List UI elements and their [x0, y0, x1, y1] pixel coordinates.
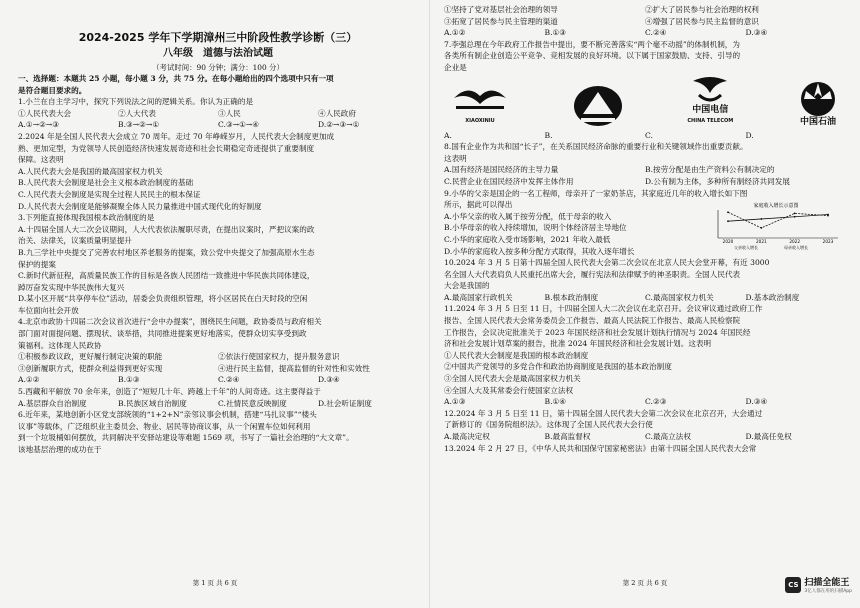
q11-choice: B.①④ [544, 397, 567, 407]
q11-choice: D.③④ [745, 397, 768, 407]
question-1 [18, 96, 418, 131]
q3-line: 车位面向社会开放 [18, 305, 79, 315]
q1-choice: A.①→②→③ [18, 120, 60, 130]
camscanner-icon: CS [785, 577, 801, 593]
q10-line: 大会是我国的 [444, 281, 490, 291]
china-telecom-logo [685, 75, 735, 128]
q4-choice: A.①② [18, 375, 40, 385]
china-telecom-text: CHINA TELECOM [687, 117, 734, 124]
question-2 [18, 131, 418, 212]
legend-entry: 母亲收入增长 [784, 244, 808, 250]
q6-item: ②扩大了居民参与社会治理的权利 [645, 5, 759, 14]
camscanner-watermark [785, 575, 852, 594]
series-point [760, 218, 762, 220]
page-number: 第 1 页 共 6 页 [192, 579, 238, 588]
q6-line: 到一个垃圾桶如何摆放，共同解决平安驿站建设等难题 1569 项，书写了一篇社会治理的“大文章”。 [18, 433, 354, 443]
q4-line: 策福利。这体现人民政协 [18, 340, 102, 350]
q4-choices [18, 374, 418, 386]
q6-choice: C.②④ [645, 28, 667, 38]
q13-line: 13.2024 年 2 月 27 日，《中华人民共和国保守国家秘密法》由第十四届全国人民代表大会常 [444, 443, 757, 453]
watermark-subtext: 3亿人都在用的扫描App [804, 589, 852, 594]
q5-choice: D.社会听证制度 [318, 398, 372, 408]
q9-line: D.小华的家庭收入按多种分配方式取得，其收入逐年增长 [444, 246, 635, 256]
q4-choice: B.①③ [118, 375, 140, 385]
xiaoxiniu-logo-text: XIAOXINIU [465, 117, 495, 124]
xiaoxiniu-logo [450, 80, 510, 128]
q10-choice: A.最高国家行政机关 [444, 292, 513, 302]
q3-line: C.新时代新征程，高质量民族工作的目标是各族人民团结一致推进中华民族共同体建设， [18, 271, 315, 281]
q5-choice: A.基层群众自治制度 [18, 398, 87, 408]
q8-choice: A.国有经济是国民经济的主导力量 [444, 165, 559, 175]
series-point [727, 211, 729, 213]
q4-item: ④进行民主监督，提高监督的针对性和实效性 [218, 363, 370, 373]
chart-title: 家庭收入增长示意图 [753, 202, 799, 209]
q7-choice: A. [444, 130, 452, 140]
question-7 [444, 39, 846, 141]
q6-choices [444, 27, 846, 39]
q8-choices [444, 164, 846, 176]
q10-line: 名全国人大代表肩负人民重托出席大会，履行宪法和法律赋予的神圣职责。全国人民代表 [444, 269, 741, 279]
q11-line: ②中国共产党领导的多党合作和政治协商制度是我国的基本政治制度 [444, 362, 672, 372]
q7-choice: B. [544, 130, 553, 140]
q11-choices [444, 396, 846, 408]
question-12 [444, 408, 846, 443]
series-point [727, 220, 729, 222]
q7-choices [444, 130, 846, 142]
watermark-text: 扫描全能王 [804, 578, 850, 588]
q12-choice: D.最高任免权 [745, 432, 792, 441]
q10-choice: D.基本政治制度 [745, 292, 800, 302]
q6-line: 议事”等载体，广泛组织业主委员会、物业、居民等协商议事，从一个闲置车位如何利用 [18, 421, 311, 431]
q4-item: ①积极参政议政，更好履行制定决策的职能 [18, 352, 163, 362]
q3-line: 踔厉奋发实现中华民族伟大复兴 [18, 282, 125, 292]
q1-item: ④人民政府 [318, 108, 356, 118]
shell-logo-icon [571, 84, 625, 128]
q7-line: 7.李强总理在今年政府工作报告中提出，要不断完善落实“两个毫不动摇”的体制机制，为 [444, 39, 740, 49]
q10-choice: C.最高国家权力机关 [645, 292, 714, 302]
china-telecom-logo-icon [685, 75, 735, 105]
legend-entry: 父亲收入增长 [734, 244, 758, 250]
xiaoxiniu-logo-icon [450, 80, 510, 116]
q9-line: B.小华母亲的收入持续增加，说明个体经济居主导地位 [444, 223, 627, 233]
q2-line: A.人民代表大会是我国的最高国家权力机关 [18, 166, 163, 176]
petrochina-caption: 中国石油 [799, 116, 836, 127]
q3-line: B.九三学社中央提交了完善农村地区养老服务的提案，致公党中央提交了加强高原水生态 [18, 247, 315, 257]
page-2 [430, 0, 860, 608]
china-telecom-caption: 中国电信 [692, 104, 729, 115]
q7-line: 企业是 [444, 62, 467, 72]
q3-line: A.十四届全国人大二次会议期间，人大代表依法履职尽责，在提出议案时，严把议案的政 [18, 224, 315, 234]
q11-line: ④全国人大及其常委会行使国家立法权 [444, 385, 574, 395]
q4-choice: D.③④ [318, 375, 340, 385]
q4-line: 4.北京市政协十四届二次会议首次进行“会中办提案”，围绕民生问题，政协委员与政府相关 [18, 317, 322, 327]
q2-line: 2.2024 年是全国人民代表大会成立 70 周年。走过 70 年峥嵘岁月，人民代表大会制度更加成 [18, 131, 335, 141]
q12-choice: C.最高立法权 [645, 432, 691, 441]
q12-choice: A.最高决定权 [444, 432, 490, 441]
q1-choice: C.③→①→④ [218, 120, 260, 130]
q6-line: 该地基层治理的成功在于 [18, 445, 102, 454]
income-chart [706, 200, 846, 250]
question-8 [444, 141, 846, 187]
q1-choices [18, 119, 418, 131]
q7-choice: C. [645, 130, 653, 140]
q5-choice: C.社情民意反映制度 [218, 398, 287, 408]
series-point [827, 214, 829, 216]
q6-choice: A.①② [444, 28, 466, 38]
q2-line: B.人民代表大会制度是社会主义根本政治制度的基础 [18, 178, 194, 188]
q8-choice: C.民营企业在国民经济中发挥主体作用 [444, 176, 574, 186]
q11-line: ③全国人民代表大会是最高国家权力机关 [444, 374, 581, 384]
q9-line: 9.小华的父亲是国企的一名工程师，母亲开了一家奶茶店，其家庭近几年的收入增长如下图 [444, 188, 748, 198]
section-heading-cont: 是符合题目要求的。 [18, 85, 87, 95]
q3-line: 治关、法律关，议案质量明显提升 [18, 236, 132, 246]
q4-items [18, 363, 418, 375]
question-5 [18, 386, 418, 409]
q12-line: 12.2024 年 3 月 5 日至 11 日，第十四届全国人民代表大会第二次会议在北京召开，大会通过 [444, 408, 763, 418]
q3-line: 3.下列能直接体现我国根本政治制度的是 [18, 213, 155, 223]
q8-choices [444, 176, 846, 188]
q11-line: 济和社会发展计划草案的报告，批准 2024 年国民经济和社会发展计划。这表明 [444, 339, 712, 349]
q1-choice: B.③→②→① [118, 120, 160, 130]
q5-choices [18, 398, 418, 410]
x-tick-label: 2021 [755, 238, 767, 244]
q9-line: 所示，据此可以得出 [444, 200, 513, 210]
shell-logo [571, 84, 625, 128]
q2-line: 保障。这表明 [18, 155, 64, 165]
question-10 [444, 257, 846, 303]
q7-choice: D. [745, 130, 754, 140]
q3-line: D.某小区开展“共享停车位”活动，居委会负责组织管理，将小区居民在白天时段的空闲 [18, 294, 308, 304]
series-point [794, 215, 796, 217]
q6-items [444, 4, 846, 16]
q9-line: C.小华的家庭收入受市场影响，2021 年收入最低 [444, 234, 611, 244]
q6-items [444, 16, 846, 28]
exam-meta: （考试时间：90 分钟；满分：100 分） [152, 63, 284, 72]
exam-title: 2024-2025 学年下学期漳州三中阶段性教学诊断（三） [78, 31, 358, 44]
q3-line: 保护的提案 [18, 259, 56, 269]
q1-item: ②人大代表 [118, 108, 156, 118]
q12-choices [444, 431, 846, 443]
q1-choice: D.②→③→① [318, 120, 360, 130]
q8-line: 这表明 [444, 153, 467, 163]
q10-line: 10.2024 年 3 月 5 日第十四届全国人民代表大会第二次会议在北京人民大会堂开幕，有近 3000 [444, 258, 770, 268]
q6-choice: D.③④ [745, 28, 768, 38]
q11-choice: A.①③ [444, 397, 466, 407]
question-6 [18, 409, 418, 455]
q10-choices [444, 292, 846, 304]
q5-choice: B.民族区域自治制度 [118, 398, 187, 408]
question-9 [444, 188, 846, 258]
x-tick-label: 2022 [789, 238, 801, 244]
q6-item: ④增强了居民参与民主监督的意识 [645, 16, 759, 26]
series-line-0 [728, 214, 828, 221]
q4-item: ②依法行使国家权力，提升服务意识 [218, 352, 340, 362]
q4-item: ③创新履职方式，使群众利益得到更好实现 [18, 363, 163, 373]
q6-item: ③拓宽了居民参与民主管理的渠道 [444, 16, 558, 26]
q2-line: D.人民代表大会制度是能够凝聚全体人民力量推进中国式现代化的好制度 [18, 201, 262, 211]
q4-items [18, 351, 418, 363]
petrochina-logo [796, 79, 840, 128]
q1-items [18, 108, 418, 120]
q8-line: 8.国有企业作为共和国“长子”，在关系国民经济命脉的重要行业和关键领域作出重要贡献。 [444, 142, 748, 152]
q6-line: 6.近年来，某地创新小区党支部统领的“1+2+N”亲邻议事会机制，搭建“马扎议事”“楼头 [18, 410, 317, 420]
question-4 [18, 316, 418, 386]
q11-line: 工作报告，会议决定批准关于 2023 年国民经济和社会发展计划执行情况与 2024 年国民经 [444, 327, 751, 337]
q11-choice: C.②③ [645, 397, 667, 407]
page-number: 第 2 页 共 6 页 [622, 579, 668, 588]
question-11 [444, 303, 846, 407]
q7-line: 各类所有制企业创造公平竞争、竞相发展的良好环境。以下属于国家鼓励、支持、引导的 [444, 51, 741, 61]
q10-choice: B.根本政治制度 [544, 292, 599, 302]
q11-line: 报告、全国人民代表大会常务委员会工作报告、最高人民法院工作报告、最高人民检察院 [444, 316, 741, 326]
x-tick-label: 2023 [822, 238, 834, 244]
question-3 [18, 212, 418, 316]
q5-stem: 5.西藏和平解放 70 余年来，创造了“短短几十年、跨越上千年”的人间奇迹。这主要得益于 [18, 387, 321, 397]
q11-line: ①人民代表大会制度是我国的根本政治制度 [444, 350, 589, 360]
q12-line: 了新修订的《国务院组织法》。这体现了全国人民代表大会行使 [444, 420, 653, 430]
q7-logo-row [450, 76, 840, 128]
q1-item: ①人民代表大会 [18, 108, 72, 118]
exam-subtitle: 八年级 道德与法治试题 [163, 48, 273, 59]
q9-line: A.小华父亲的收入属于按劳分配，低于母亲的收入 [444, 211, 612, 221]
section-heading: 一、选择题：本题共 25 小题，每小题 3 分，共 75 分。在每小题给出的四个选项中只有一项 [18, 74, 334, 83]
petrochina-logo-icon [796, 79, 840, 117]
q6-choice: B.①③ [544, 28, 567, 38]
q6-item: ①坚持了党对基层社会治理的领导 [444, 5, 558, 14]
q8-choice: D.公有制为主体，多种所有制经济共同发展 [645, 176, 790, 186]
series-point [794, 212, 796, 214]
q2-line: C.人民代表大会制度是实现全过程人民民主的根本保证 [18, 189, 201, 199]
q4-choice: C.②④ [218, 375, 240, 385]
series-point [760, 227, 762, 229]
q2-line: 熟、更加定型，为党领导人民创造经济快速发展奇迹和社会长期稳定奇迹提供了重要制度 [18, 143, 315, 153]
q11-line: 11.2024 年 3 月 5 日至 11 日，十四届全国人大二次会议在北京召开。会议审议通过政府工作 [444, 304, 763, 314]
q12-choice: B.最高监督权 [544, 432, 591, 441]
q8-choice: B.按劳分配是由生产资料公有制决定的 [645, 165, 775, 175]
q1-stem: 1.小兰在自主学习中，探究下列说法之间的逻辑关系。你认为正确的是 [18, 97, 254, 107]
q4-line: 部门面对面提问题、摆现状、谈举措，共同推进提案更好地落实，使群众切实享受到政 [18, 329, 307, 339]
x-tick-label: 2020 [722, 238, 734, 244]
q1-item: ③人民 [218, 108, 241, 118]
